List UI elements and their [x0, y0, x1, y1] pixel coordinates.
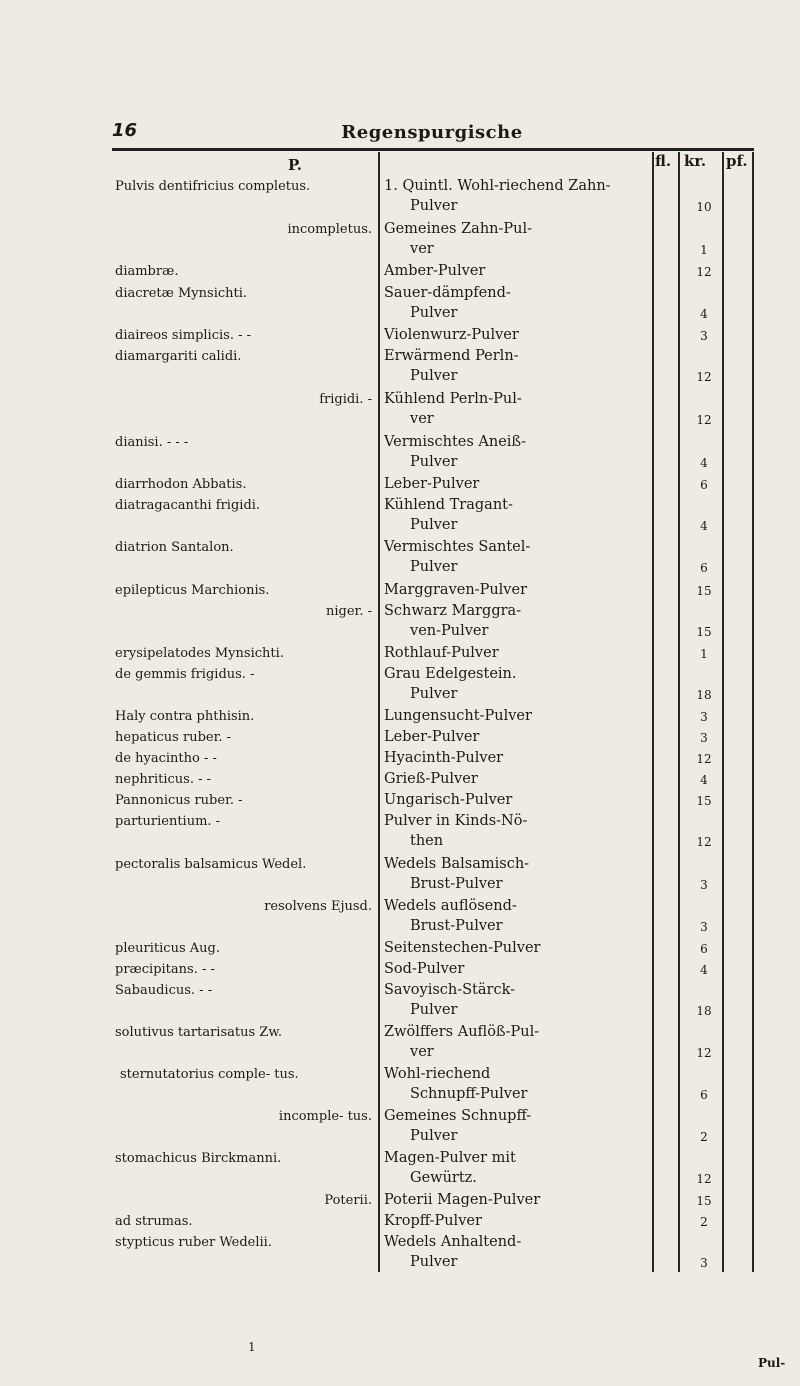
- german-name: [384, 1211, 650, 1231]
- price-kreuzer: 2: [700, 1215, 708, 1229]
- german-name-line: Gemeines Schnupff-: [384, 1108, 532, 1124]
- header-rule: [112, 148, 754, 151]
- german-name: [384, 176, 650, 216]
- german-name: [384, 1106, 650, 1146]
- column-rule-right: [752, 152, 754, 1272]
- price-kreuzer: 12: [696, 1172, 712, 1186]
- price-kreuzer: 6: [700, 942, 708, 956]
- german-name-line: Grieß-Pulver: [384, 771, 478, 787]
- german-name-line: Schwarz Marggra-: [384, 603, 522, 619]
- signature-mark: 1: [248, 1340, 256, 1354]
- german-name: [384, 643, 650, 663]
- german-name-line: ven-Pulver: [410, 623, 489, 639]
- section-letter: P.: [288, 156, 303, 174]
- german-name-line: Pulver: [410, 1128, 458, 1144]
- german-name: [384, 283, 650, 323]
- german-name-line: Amber-Pulver: [384, 263, 486, 279]
- latin-name: diacretæ Mynsichti.: [115, 286, 248, 301]
- german-name: [384, 1064, 650, 1104]
- german-name: [384, 1022, 650, 1062]
- price-kreuzer: 12: [696, 752, 712, 766]
- german-name-line: Pulver: [410, 1254, 458, 1270]
- german-name-line: Wedels Balsamisch-: [384, 856, 530, 872]
- german-name-line: Poterii Magen-Pulver: [384, 1192, 541, 1208]
- german-name-line: Leber-Pulver: [384, 729, 480, 745]
- german-name-line: Pulver: [410, 198, 458, 214]
- price-kreuzer: 4: [700, 519, 708, 533]
- column-head-fl: fl.: [655, 152, 672, 170]
- german-name-line: Pulver: [410, 454, 458, 470]
- german-name-line: Gemeines Zahn-Pul-: [384, 221, 533, 237]
- latin-name: Sabaudicus. - -: [115, 983, 213, 998]
- price-kreuzer: 1: [700, 243, 708, 257]
- price-kreuzer: 6: [700, 478, 708, 492]
- german-name-line: Violenwurz-Pulver: [384, 327, 519, 343]
- german-name-line: Wedels Anhaltend-: [384, 1234, 522, 1250]
- german-name: [384, 706, 650, 726]
- latin-name: Poterii.: [324, 1193, 372, 1208]
- latin-name: dianisi. - - -: [115, 435, 189, 450]
- german-name: [384, 474, 650, 494]
- german-name-line: ver: [410, 241, 434, 257]
- latin-name: Haly contra phthisin.: [115, 709, 255, 724]
- german-name: [384, 896, 650, 936]
- german-name-line: Zwölffers Auflöß-Pul-: [384, 1024, 540, 1040]
- latin-name: præcipitans. - -: [115, 962, 215, 977]
- german-name-line: Leber-Pulver: [384, 476, 480, 492]
- price-kreuzer: 15: [696, 625, 712, 639]
- latin-name: hepaticus ruber. -: [115, 730, 232, 745]
- german-name-line: Pulver: [410, 559, 458, 575]
- latin-name: incomple- tus.: [278, 1109, 372, 1124]
- price-kreuzer: 15: [696, 584, 712, 598]
- german-name: [384, 495, 650, 535]
- german-name-line: Wohl-riechend: [384, 1066, 491, 1082]
- price-kreuzer: 15: [696, 1194, 712, 1208]
- latin-name: Pannonicus ruber. -: [115, 793, 243, 808]
- german-name-line: 1. Quintl. Wohl-riechend Zahn-: [384, 178, 611, 194]
- german-name: [384, 854, 650, 894]
- german-name-line: Kropff-Pulver: [384, 1213, 482, 1229]
- german-name-line: Sauer-dämpfend-: [384, 285, 511, 301]
- price-kreuzer: 3: [700, 920, 708, 934]
- german-name-line: Brust-Pulver: [410, 876, 503, 892]
- price-kreuzer: 10: [696, 200, 712, 214]
- german-name-line: Pulver: [410, 368, 458, 384]
- german-name-line: Seitenstechen-Pulver: [384, 940, 541, 956]
- price-kreuzer: 12: [696, 413, 712, 427]
- german-name-line: Erwärmend Perln-: [384, 348, 519, 364]
- german-name-line: Kühlend Tragant-: [384, 497, 513, 513]
- german-name: [384, 769, 650, 789]
- latin-name: solutivus tartarisatus Zw.: [115, 1025, 283, 1040]
- german-name: [384, 537, 650, 577]
- catchword: Pul-: [758, 1356, 786, 1370]
- latin-name: diarrhodon Abbatis.: [115, 477, 247, 492]
- german-name: [384, 432, 650, 472]
- running-title: Regenspurgische: [341, 122, 523, 143]
- german-name-line: Marggraven-Pulver: [384, 582, 528, 598]
- latin-name: stomachicus Birckmanni.: [115, 1151, 282, 1166]
- price-kreuzer: 12: [696, 1046, 712, 1060]
- german-name: [384, 580, 650, 600]
- german-name-line: Pulver: [410, 686, 458, 702]
- german-name-line: Pulver in Kinds-Nö-: [384, 813, 528, 829]
- price-kreuzer: 12: [696, 370, 712, 384]
- latin-name: niger. -: [326, 604, 372, 619]
- latin-name: diambræ.: [115, 264, 179, 279]
- price-kreuzer: 3: [700, 731, 708, 745]
- price-kreuzer: 1: [700, 647, 708, 661]
- german-name-line: Magen-Pulver mit: [384, 1150, 516, 1166]
- german-name: [384, 601, 650, 641]
- german-name-line: Kühlend Perln-Pul-: [384, 391, 522, 407]
- price-kreuzer: 3: [700, 878, 708, 892]
- latin-name: pleuriticus Aug.: [115, 941, 220, 956]
- german-name: [384, 1190, 650, 1210]
- latin-name: de hyacintho - -: [115, 751, 217, 766]
- price-kreuzer: 3: [700, 710, 708, 724]
- german-name-line: Hyacinth-Pulver: [384, 750, 504, 766]
- german-name: [384, 261, 650, 281]
- price-kreuzer: 4: [700, 456, 708, 470]
- price-kreuzer: 4: [700, 963, 708, 977]
- german-name: [384, 790, 650, 810]
- price-kreuzer: 12: [696, 265, 712, 279]
- price-kreuzer: 12: [696, 835, 712, 849]
- latin-name: diatragacanthi frigidi.: [115, 498, 261, 513]
- german-name-line: Vermischtes Aneiß-: [384, 434, 527, 450]
- german-name-line: Pulver: [410, 305, 458, 321]
- column-rule-german-fl: [652, 152, 654, 1272]
- price-kreuzer: 15: [696, 794, 712, 808]
- latin-name: sternutatorius comple- tus.: [120, 1067, 299, 1082]
- german-name-line: Savoyisch-Stärck-: [384, 982, 516, 998]
- german-name-line: Ungarisch-Pulver: [384, 792, 513, 808]
- german-name-line: Vermischtes Santel-: [384, 539, 531, 555]
- german-name-line: Grau Edelgestein.: [384, 666, 517, 682]
- price-kreuzer: 4: [700, 307, 708, 321]
- german-name: [384, 1148, 650, 1188]
- german-name-line: Wedels auflösend-: [384, 898, 517, 914]
- german-name: [384, 664, 650, 704]
- german-name-line: Sod-Pulver: [384, 961, 465, 977]
- price-kreuzer: 6: [700, 1088, 708, 1102]
- german-name: [384, 811, 650, 851]
- latin-name: ad strumas.: [115, 1214, 193, 1229]
- price-kreuzer: 6: [700, 561, 708, 575]
- latin-name: de gemmis frigidus. -: [115, 667, 255, 682]
- latin-name: resolvens Ejusd.: [264, 899, 372, 914]
- german-name: [384, 1232, 650, 1272]
- column-rule-fl-kr: [678, 152, 680, 1272]
- latin-name: epilepticus Marchionis.: [115, 583, 270, 598]
- german-name: [384, 727, 650, 747]
- german-name: [384, 219, 650, 259]
- german-name-line: Gewürtz.: [410, 1170, 477, 1186]
- latin-name: diatrion Santalon.: [115, 540, 234, 555]
- column-head-pf: pf.: [726, 152, 748, 170]
- latin-name: nephriticus. - -: [115, 772, 212, 787]
- page-number: 16: [112, 120, 138, 141]
- price-kreuzer: 18: [696, 1004, 712, 1018]
- german-name-line: Pulver: [410, 1002, 458, 1018]
- column-rule-latin-german: [378, 152, 380, 1272]
- german-name-line: Brust-Pulver: [410, 918, 503, 934]
- price-kreuzer: 2: [700, 1130, 708, 1144]
- german-name-line: ver: [410, 411, 434, 427]
- price-kreuzer: 3: [700, 329, 708, 343]
- german-name: [384, 748, 650, 768]
- column-head-kr: kr.: [684, 152, 707, 170]
- price-kreuzer: 4: [700, 773, 708, 787]
- price-kreuzer: 18: [696, 688, 712, 702]
- latin-name: frigidi. -: [319, 392, 372, 407]
- german-name: [384, 938, 650, 958]
- german-name-line: ver: [410, 1044, 434, 1060]
- latin-name: parturientium. -: [115, 814, 221, 829]
- german-name-line: then: [410, 833, 444, 849]
- latin-name: diaireos simplicis. - -: [115, 328, 252, 343]
- german-name: [384, 325, 650, 345]
- latin-name: diamargariti calidi.: [115, 349, 242, 364]
- german-name: [384, 346, 650, 386]
- page-header: [112, 118, 752, 148]
- german-name-line: Lungensucht-Pulver: [384, 708, 532, 724]
- german-name: [384, 389, 650, 429]
- price-kreuzer: 3: [700, 1256, 708, 1270]
- latin-name: erysipelatodes Mynsichti.: [115, 646, 284, 661]
- latin-name: pectoralis balsamicus Wedel.: [115, 857, 307, 872]
- german-name: [384, 980, 650, 1020]
- latin-name: stypticus ruber Wedelii.: [115, 1235, 272, 1250]
- latin-name: incompletus.: [287, 222, 372, 237]
- german-name: [384, 959, 650, 979]
- german-name-line: Schnupff-Pulver: [410, 1086, 528, 1102]
- german-name-line: Pulver: [410, 517, 458, 533]
- german-name-line: Rothlauf-Pulver: [384, 645, 499, 661]
- latin-name: Pulvis dentifricius completus.: [115, 179, 311, 194]
